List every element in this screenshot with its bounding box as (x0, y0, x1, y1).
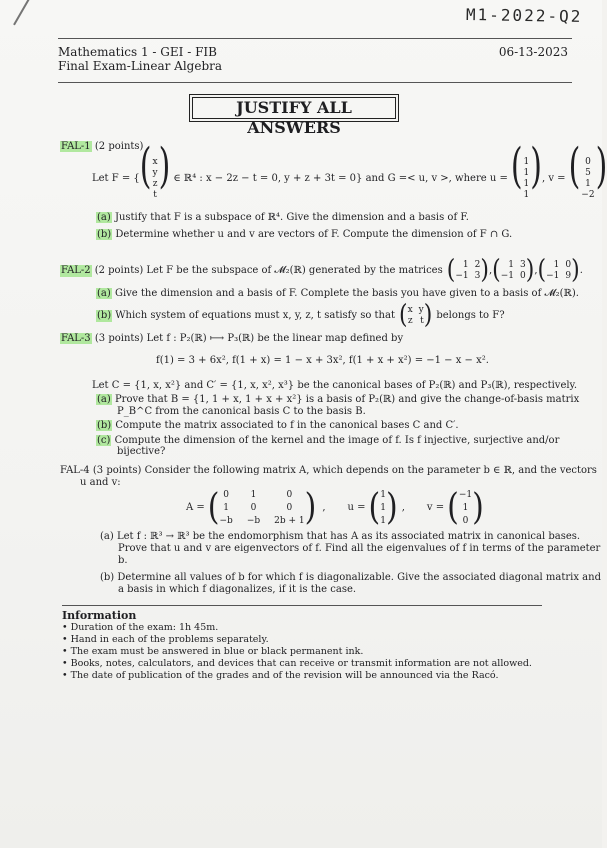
matrix-entry: 2 (474, 260, 481, 270)
info-item: • Books, notes, calculators, and devices that can receive or transmit information are not allowed. (62, 658, 532, 670)
info-rule (62, 605, 542, 606)
fal3-intro (60, 333, 403, 345)
fal3-part-b (96, 420, 459, 432)
matrix-a: ( 0 1 0 1 0 0 −b −b 2b + 1 ) (207, 486, 317, 529)
fal4-matrices: A = ( 0 1 0 1 0 0 −b −b 2b + 1 ) , u = ( 1 1 1 ) , v = ( −1 1 0 ) (186, 486, 484, 529)
vec-entry: 1 (523, 179, 530, 189)
vec-entry: 5 (585, 168, 591, 178)
fal4-part-b (100, 572, 601, 584)
matrix-entry: 0 (286, 502, 293, 513)
matrix-entry: −1 (546, 271, 560, 281)
vec-entry: 1 (380, 502, 386, 513)
course-line-1: Mathematics 1 - GEI - FIB (58, 45, 217, 59)
info-list (62, 622, 532, 682)
fal1-points: (2 points) (94, 141, 144, 152)
matrix-entry: z (407, 316, 413, 326)
fal2-xyzt-matrix: ( x y z t ) (398, 300, 433, 331)
part-text: belongs to F? (436, 310, 505, 321)
matrix-entry: −1 (455, 271, 469, 281)
fal4-intro-text: (3 points) Consider the following matrix A, which depends on the parameter b ∈ ℝ, and the vectors (92, 465, 597, 476)
fal1-part-a (96, 212, 469, 224)
part-text: Prove that B = {1, 1 + x, 1 + x + x²} is a basis of P₂(ℝ) and give the change-of-basis matrix (114, 394, 580, 405)
info-item: • Duration of the exam: 1h 45m. (62, 622, 532, 634)
exam-date: 06-13-2023 (498, 45, 568, 59)
fal2-intro-text: (2 points) Let F be the subspace of 𝓜₂(ℝ) generated by the matrices (94, 265, 443, 276)
matrix-entry: 1 (508, 260, 514, 270)
part-label: (a) (100, 531, 114, 542)
vec-entry: 1 (380, 489, 386, 500)
vec-entry: t (153, 190, 157, 200)
matrix-entry: y (418, 305, 424, 315)
vec-entry: 0 (585, 157, 591, 167)
matrix-entry: 0 (565, 260, 572, 270)
fal4-label: FAL-4 (60, 465, 90, 476)
fal3-intro-text: (3 points) Let f : P₂(ℝ) ⟼ P₃(ℝ) be the linear map defined by (94, 333, 404, 344)
vector-u: ( 1 1 1 ) (368, 486, 398, 529)
fal3-part-a-cont: P_B^C from the canonical basis C to the basis B. (117, 406, 366, 417)
matrix-entry: 1 (223, 502, 230, 513)
part-text: Compute the dimension of the kernel and the image of f. Is f injective, surjective and/or (114, 435, 560, 446)
fal3-part-c-cont: bijective? (117, 446, 166, 457)
fal3-label: FAL-3 (61, 333, 91, 344)
fal1-part-b (96, 229, 512, 241)
header-rule-top (58, 38, 572, 39)
vec-entry: z (152, 179, 158, 189)
course-header (58, 45, 222, 73)
part-text: Determine whether u and v are vectors of F. Compute the dimension of F ∩ G. (115, 229, 513, 240)
vec-entry: x (152, 157, 158, 167)
fal2-matrix-3: ( 1 0 −1 9 ) (537, 255, 580, 286)
handwritten-note: M1-2022-Q2 (465, 4, 583, 27)
matrix-entry: 1 (553, 260, 560, 270)
fal4-intro-cont: u and v: (80, 477, 121, 488)
matrix-entry: 9 (565, 271, 572, 281)
matrix-entry: 1 (250, 489, 257, 500)
fal1-label: FAL-1 (61, 141, 91, 152)
fal3-part-a (96, 394, 579, 406)
fal1-set-condition: ∈ ℝ⁴ : x − 2z − t = 0, y + z + 3t = 0} and G =< u, v >, where u = (173, 173, 508, 184)
matrix-entry: 3 (520, 260, 526, 270)
fal2-label: FAL-2 (61, 265, 91, 276)
part-text: Compute the matrix associated to f in the canonical bases C and C′. (115, 420, 459, 431)
fal2-intro: FAL-2 (2 points) Let F be the subspace of 𝓜₂(ℝ) generated by the matrices ( 1 2 −1 3 ) , ( 1 3 −1 0 ) , ( 1 0 −1 9 ) . (61, 255, 583, 286)
part-label: (a) (97, 288, 111, 299)
fal4-part-a-cont2: b. (118, 555, 128, 566)
part-label: (a) (97, 212, 111, 223)
vec-entry: 0 (462, 515, 469, 526)
matrix-entry: t (420, 316, 424, 326)
matrix-entry: 0 (250, 502, 257, 513)
course-line-2: Final Exam-Linear Algebra (58, 59, 223, 73)
part-label: (a) (97, 394, 111, 405)
info-item: • The exam must be answered in blue or black permanent ink. (62, 646, 532, 658)
fal4-part-b-cont: a basis in which f diagonalizes, if it is the case. (118, 584, 357, 595)
matrix-entry: 1 (462, 260, 469, 270)
fal4-part-a (100, 531, 580, 543)
fal3-bases: Let C = {1, x, x²} and C′ = {1, x, x², x³} be the canonical bases of P₂(ℝ) and P₃(ℝ), respectively. (92, 380, 578, 391)
matrix-entry: −1 (500, 271, 514, 281)
vector-v: ( −1 1 0 ) (447, 486, 484, 529)
matrix-a-label: A = (186, 502, 205, 513)
vec-entry: 1 (523, 190, 530, 200)
fal4-part-a-cont: Prove that u and v are eigenvectors of f. Find all the eigenvalues of f in terms of the parameter (118, 543, 601, 554)
matrix-entry: 3 (474, 271, 481, 281)
fal1-u-vector: ( 1 1 1 1 ) (510, 139, 542, 200)
fal3-part-c (96, 435, 559, 447)
vec-entry: 1 (523, 157, 530, 167)
info-item: • Hand in each of the problems separately. (62, 634, 532, 646)
fal2-part-b (96, 300, 505, 331)
vec-entry: −2 (581, 190, 595, 200)
fal4-intro (60, 465, 597, 477)
part-text: Give the dimension and a basis of F. Complete the basis you have given to a basis of 𝓜₂(ℝ). (114, 288, 579, 299)
fal2-matrix-2: ( 1 3 −1 0 ) (492, 255, 535, 286)
fal1-v-label: , v = (542, 173, 566, 184)
vector-v-label: v = (426, 502, 445, 513)
part-label: (b) (97, 420, 112, 431)
part-text: Justify that F is a subspace of ℝ⁴. Give the dimension and a basis of F. (114, 212, 469, 223)
info-item: • The date of publication of the grades and of the revision will be announced via the Racó. (62, 670, 532, 682)
vec-entry: −1 (458, 489, 473, 500)
matrix-entry: x (407, 305, 413, 315)
vec-entry: 1 (462, 502, 469, 513)
matrix-entry: −b (246, 515, 261, 526)
vec-entry: 1 (380, 515, 386, 526)
matrix-entry: 0 (223, 489, 230, 500)
part-text: Let f : ℝ³ → ℝ³ be the endomorphism that has A as its associated matrix in canonical bases. (116, 531, 581, 542)
fal2-matrix-1: ( 1 2 −1 3 ) (446, 255, 489, 286)
fal3-map-definition: f(1) = 3 + 6x², f(1 + x) = 1 − x + 3x², f(1 + x + x²) = −1 − x − x². (156, 355, 489, 366)
header-rule-bottom (58, 82, 572, 83)
fal1-let: Let F = { (92, 173, 140, 184)
matrix-entry: −b (219, 515, 233, 526)
vector-u-label: u = (347, 502, 366, 513)
vec-entry: 1 (523, 168, 530, 178)
part-label: (b) (100, 572, 115, 583)
part-label: (b) (97, 229, 112, 240)
fal1-xyzt-vector: ( x y z t ) (139, 139, 171, 200)
part-text: Determine all values of b for which f is diagonalizable. Give the associated diagonal matrix and (117, 572, 601, 583)
vec-entry: 1 (585, 179, 591, 189)
part-text: Which system of equations must x, y, z, t satisfy so that (115, 310, 395, 321)
vec-entry: y (152, 168, 158, 178)
part-label: (c) (97, 435, 111, 446)
part-label: (b) (97, 310, 112, 321)
matrix-entry: 2b + 1 (274, 515, 305, 526)
justify-banner: JUSTIFY ALL ANSWERS (192, 97, 396, 119)
fal2-part-a (96, 288, 579, 300)
matrix-entry: 0 (520, 271, 526, 281)
matrix-entry: 0 (286, 489, 293, 500)
info-title: Information (62, 609, 137, 622)
fal1-v-vector: ( 0 5 1 −2 ) (568, 139, 607, 200)
